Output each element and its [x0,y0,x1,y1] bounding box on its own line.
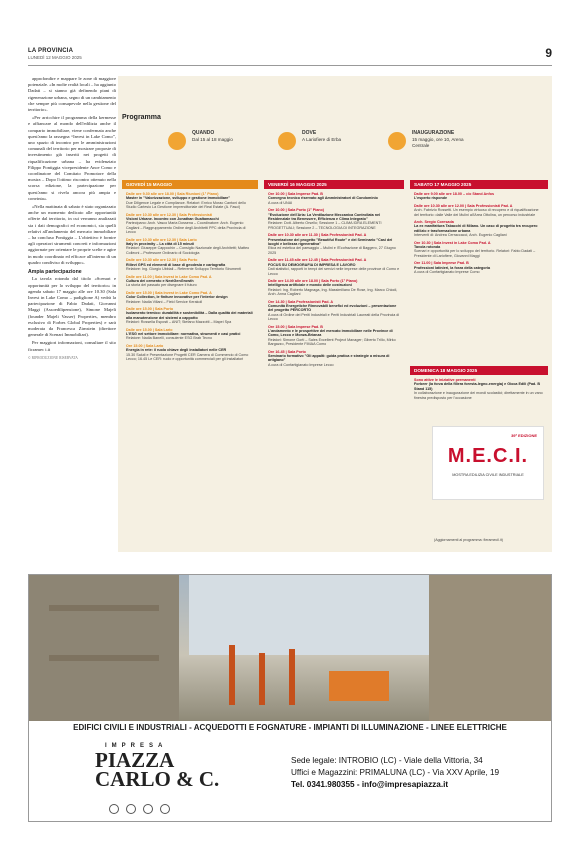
info-value: Dal 15 al 18 maggio [192,137,233,142]
meci-logo [432,426,544,500]
photo-beam [49,605,159,611]
logo-line: CARLO & C. [95,767,220,791]
meci-wordmark: M.E.C.I. [447,445,529,467]
event-title: Presentazione del progetto "Beautiful Route" e del Seminario "Casi dei luoghi e bellezza rigenerativa" [268,237,393,247]
event-title: Seminario formativo "Gli appalti: guida pratica e strategie a misura di artigiano" [268,354,390,363]
event-time: Ore 15.00 | Sala Imprese Pad. B [268,324,323,329]
event-title: L'esperto risponde [414,196,448,201]
info-when [168,128,278,168]
contact-line: Uffici e Magazzini: PRIMALUNA (LC) - Via XXV Aprile, 19 [291,768,500,777]
event-time: Sono attive le iniziative permanenti [414,378,476,382]
event-time: Ore 15.00 | Sala Lario [126,343,164,348]
contact-line: Tel. 0341.980355 - info@impresapiazza.it [291,780,449,789]
day-header: SABATO 17 MAGGIO 2025 [410,180,548,189]
program-event [268,233,400,255]
event-description: Interventi di: Andrea Cerraccacci, Arch. Eugenio Cagliani [414,233,507,238]
event-time: Dalle ore 10.30 alle ore 12.30 | Sala Porto [126,258,198,263]
event-title: Professioni latinieri, la forza della categoria [414,265,491,270]
event-description: Relatori: Ing. Roberto Magnaga, Ing. Massimiliano De Rose, Ing. Marco Chiodi, Arch. Anna Cagliani [268,287,398,297]
logo-line: PIAZZA [95,748,175,772]
certification-icon [160,804,170,814]
program-event [126,328,254,341]
day-column [122,180,258,361]
program-event [414,241,544,259]
event-description: A cura di UNAI [268,200,293,205]
event-title: Italy in proximity – La città di 15 minuti [126,242,194,247]
building-icon [388,132,406,150]
day-column [410,366,548,400]
rights-credit: © RIPRODUZIONE RISERVATA [28,355,78,360]
logo-prefix: IMPRESA [105,743,168,749]
event-time: Ore 10.30 | Sala Invest in Lake Como Pad. A [414,240,491,245]
event-time: Dalle ore 10.30 alle ore 12.00 | Sala Professionisti Pad. A [414,203,513,208]
program-event [414,192,544,201]
event-title: Master in "Valorizzazione, sviluppo e gestione immobiliare" [126,196,231,201]
program-event [268,258,400,276]
program-event [414,220,544,238]
event-time: Dalle ore 15.00 | Sala Lario [126,327,173,332]
event-time: Dalle ore 11.00 | Sala Invest in Lake Como Pad. A [126,274,212,279]
event-time: Ore 10.00 | Sala Porto (1° Piano) [268,208,324,213]
logo-name [95,748,220,791]
event-title: Forbeer (la forza della filiera foresta-legno-energia) e Gioca Edili (Pad. B Stand 115) [414,382,541,391]
certification-icon [126,804,136,814]
event-title: Rilievi GPS ed elementi di base di geodesia e cartografia [126,262,226,267]
photo-structure [429,575,551,721]
event-title: FOCUS SU DEMOGRAFIA DI IMPRESA E LAVORO [268,262,356,267]
day-column [264,180,404,367]
event-title: L'andamento e le prospettive del mercato immobiliare nelle Province di Como, Lecco e Monza-Brianza [268,328,393,338]
event-description: Partecipano: Arch. Vasco Maria Dossena – Coordinatore: Arch. Eugenio Cagliani – Raggruppamento Ordine degli Architetti PPC della Provincia di Lecco [126,221,246,235]
issue-date: LUNEDÌ 12 MAGGIO 2025 [28,55,82,60]
calendar-icon [168,132,186,150]
photo-sky [189,575,429,655]
event-title: La ex manifattura Tabacchi di Milano. Un caso di progetto tra recupero edilizio e trasformazione urbana [414,224,538,233]
info-label: QUANDO [192,130,215,136]
program-event [126,192,254,210]
event-time: Ore 14.30 | Sala Professionisti Pad. A [268,299,334,304]
program-event [126,275,254,288]
masthead [28,48,552,66]
program-box [118,76,552,552]
program-event [268,192,400,205]
event-description: Relatori: Giuseppe Cappochin – Consiglio Nazionale degli Architetti; Matteo Colleoni – Professore Ordinario di Sociologia [126,246,250,255]
program-event [414,261,544,274]
program-event [268,279,400,297]
ad-tagline: EDIFICI CIVILI E INDUSTRIALI - ACQUEDOTTI E FOGNATURE - IMPIANTI DI ILLUMINAZIONE - LINEE ELETTRICHE [73,723,507,732]
event-description: Due Diligence Legale e Compliance. Relatori: Enrico Morao Cantoni dello Studio Carlesio La Gestione Imprenditoriale del Real Estate (A. Fasci) [126,200,246,210]
article-paragraph: La tavola rotonda dal titolo «Scenari e opportunità per lo sviluppo del territorio» in agenda sabato 17 maggio alle ore 10.30 (Sala Invest in Lake Como – padiglione A) vedrà la partecipazione di Fabio Dadati, Giovanni Maggi (Assoedilipensione), Simone Majeli (founder Majeli Vasser) Properties, membro esclusivo di Forbes Global Properties) e sarà moderata da Francesca Zirnstein (direttore generale di Scenari Immobiliari). [28,276,116,338]
program-event [268,208,400,230]
event-time: Dalle ore 11.45 alle ore 12.45 | Sala Professionisti Pad. A [268,258,367,263]
certification-icon [109,804,119,814]
event-title: Comunità Energetiche Rinnovabili benefici ed evoluzioni – presentazione del progetto PERCORTO [268,303,397,313]
event-time: Arch. Sergio Coresada [414,220,454,225]
photo-rebar [259,653,265,705]
program-note: (Aggiornamenti al programma: fieramecil.it) [434,538,503,542]
program-event [126,258,254,271]
event-time: Dalle ore 10.30 alle ore 11.30 | Sala Professionisti Pad. A [268,233,367,238]
event-title: Intelligenza artificiale e mondo delle costruzioni [268,283,352,288]
program-event [414,204,544,217]
photo-rebar [229,645,235,705]
article-column [28,76,116,363]
event-description: 15.30 Saluti e Presentazione Progetti CER Camera di Commercio di Como Lecco; 16.45 Le CER: ruolo e opportunità commerciali per gli installatori [126,352,249,361]
certification-icon [143,804,153,814]
event-title: Energia in rete: il ruolo chiave degli installatori nelle CER [126,348,227,353]
contact-line: Sede legale: INTROBIO (LC) - Viale della Vittoria, 34 [291,756,483,765]
event-description: Arch. Fabrizio Rossetti. Un esempio virtuoso di recupero e di riqualificazione del territorio: dalle Valle dei Mulini all'Area Ottolina, un percorso industriale [414,208,539,217]
info-value: A Lariofiere di Erba [302,137,342,142]
certification-badges [109,801,173,819]
meci-subtitle: MOSTRA EDILIZIA CIVILE INDUSTRIALE [452,473,524,477]
program-title: Programma [122,114,161,121]
event-description: Dati statistici, rapporti in tempi dei servizi nelle imprese delle province di Como e Lecco [268,267,400,276]
company-logo [89,741,259,815]
construction-photo [29,575,551,721]
article-paragraph: Per maggiori informazioni, consultare il sito ficramec i.it [28,340,116,352]
event-title: Isolamento termico: durabilità e sostenibilità – Dalla qualità dei materiali alla manutenzione dei sistemi a cappotto [126,311,253,320]
program-event [268,350,400,368]
photo-structure [29,575,179,721]
event-description: Relatore: Nadia Villani – Field Service Kerakoll [126,299,203,304]
article-subhead: Ampia partecipazione [28,269,82,276]
event-time: Dalle ore 10.30 alle ore 12.30 | Sala Lario [126,237,197,242]
info-opening [388,128,528,168]
event-time: Ore 16.45 | Sala Porto [268,349,306,354]
event-description: Relatori: Simone Gorti – Sales Excellent Project Manager; Giberto Trillo, Mirko Bargazzo, Presidente FIMAA Como [268,337,396,347]
event-title: Color Collection, le finiture innovative per l'interior design [126,295,228,300]
photo-rebar [289,649,295,705]
event-description: La storia del passato per disegnare il futuro [126,283,197,288]
article-paragraph: «Nella mattinata di sabato è stato organizzato anche un momento dedicato alle opportunità offerte dal territorio, in cui verranno analizzati sia i dati demografici ed economici, sia quelli relativi all'andamento del mercato immobiliare – ha concluso Pontiggia – L'obiettivo è fornire agli operatori strumenti concreti e informazioni aggiornate per orientare le proprie scelte e agire in modo coordinato ed efficace all'interno di un quadro condiviso di sviluppo». [28,204,116,265]
event-time: Dalle ore 15.00 | Sala Porto [126,306,174,311]
article-paragraph: approfondire e mappare le zone di maggiore potenziale. «In molte realtà locali – ha aggiunto Dadati – si stanno già definendo piani di rigenerazione urbana, segno di un cambiamento che sempre più consapevole nella gestione del territorio». [28,76,117,113]
program-event [126,213,254,235]
advertisement [28,574,552,822]
event-time: Ore 10.00 | Sala Imprese Pad. B [268,192,323,196]
event-title: "Evoluzione dell'Aria: La Ventilazione Meccanica Controllata nel Residenziale tra Benessere, Efficienza e Clima Integrato" [268,212,381,222]
event-description: In collaborazione e inaugurazione dei mondi scolastici; direttamente in un vano finestra predisposto per l'occasione [414,391,543,400]
event-description: Etica ed estetica del paesaggio – Mulini e l'Ecofrazione di Baggero, 27 Giugno 2025 [268,246,396,255]
program-event [126,344,254,362]
photo-excavator [329,671,389,701]
event-description: A cura di Confartigianato Imprese Como [414,270,480,275]
info-bar [168,128,538,168]
event-title: Tavola rotonda [414,245,441,250]
event-time: Ore 11.00 | Sala Imprese Pad. B [414,261,469,266]
event-time: Dalle ore 15.00 | Sala Invest in Lake Como Pad. A [126,290,212,295]
event-title: Convegno tecnico riservato agli Amministratori di Condominio [268,196,378,201]
event-description: Scenari e opportunità per lo sviluppo del territorio. Relatori: Fabio Dadati – Presidente di Lariofiere, Giovanni Maggi [414,249,536,258]
event-description: Relatori: Rossella Esposti – ANIT; Stefano Mazzotti – Mapei Spa [126,320,232,325]
event-time: Dalle ore 9.30 alle ore 18.00 | Sala Riunioni (1° Piano) [126,192,219,196]
day-header: VENERDÌ 16 MAGGIO 2025 [264,180,404,189]
event-description: Relatore: Ing. Giorgio Ubbiali – Referente Sviluppo Territorio Strumenti [126,267,241,272]
day-column [410,180,548,275]
program-event [126,238,254,256]
program-event [268,325,400,347]
paper-name: LA PROVINCIA [28,48,74,54]
photo-beam [49,655,159,661]
day-header: DOMENICA 18 MAGGIO 2025 [410,366,548,375]
program-event [126,307,254,325]
article-paragraph: «Per arricchire il programma della kermesse e affiancare al mondo dell'edilizia anche il comparto immobiliare, viene confermata anche quest'anno la rassegna “Invest in Lake Como”, uno spazio di incontro per le amministrazioni comunali del territorio per mostrare proposte di investimento già inseriti nei progetti di riqualificazione urbana – ha evidenziato Filippo Pontiggia vicepresidente Ance Como e coordinatore del Comitato Promotore della mostra – Dopo l'ottimo riscontro ottenuto nella scorsa edizione, la partecipazione per quest'anno si rivela ancora più ampia e convinta». [28,115,116,201]
program-event [126,291,254,304]
info-where [278,128,388,168]
page-number: 9 [545,46,552,60]
event-time: Dalle ore 9.00 alle ore 18.00 – c/o Stand Anfos [414,192,494,196]
event-description: A cura di Ordine dei Periti Industriali e Periti Industriali Laureati della Provincia di Lecco [268,312,400,322]
info-value: 15 maggio, ore 10, Arena Centrale [412,137,464,148]
event-time: Dalle ore 10.30 alle ore 12.30 | Sala Professionisti [126,212,213,217]
edition-label: 39ª EDIZIONE [511,433,537,438]
day-header: GIOVEDÌ 15 MAGGIO [122,180,258,189]
event-title: Visioni Urbane. Incontro con Jonathan Gualtamacchi [126,217,219,222]
event-time: Dalle ore 14.00 alle ore 18.00 | Sala Porto (1° Piano) [268,278,358,283]
location-pin-icon [278,132,296,150]
info-label: DOVE [302,130,317,136]
event-description: A cura di Confartigianato Imprese Lecco [268,362,334,367]
event-description: Relatore: Nadia Banelli, consulente ESG Brab Tecno [126,336,213,341]
ad-contact [291,755,541,791]
program-event [414,378,544,400]
event-description: Relatore: Dott. Alberto Orsello; Sessione 1 – CLIMA IDRA ELEMENTI PROGETTUALI; Sessione 2 – TECNOLOGIA DI INTEGRAZIONE [268,221,382,230]
event-title: Cultura dei cemento e NextGenGrowth [126,278,194,283]
info-label: INAUGURAZIONE [412,130,455,136]
event-title: L'ESG nel settore immobiliare: normativa, strumenti e casi pratici [126,331,241,336]
program-event [268,300,400,322]
